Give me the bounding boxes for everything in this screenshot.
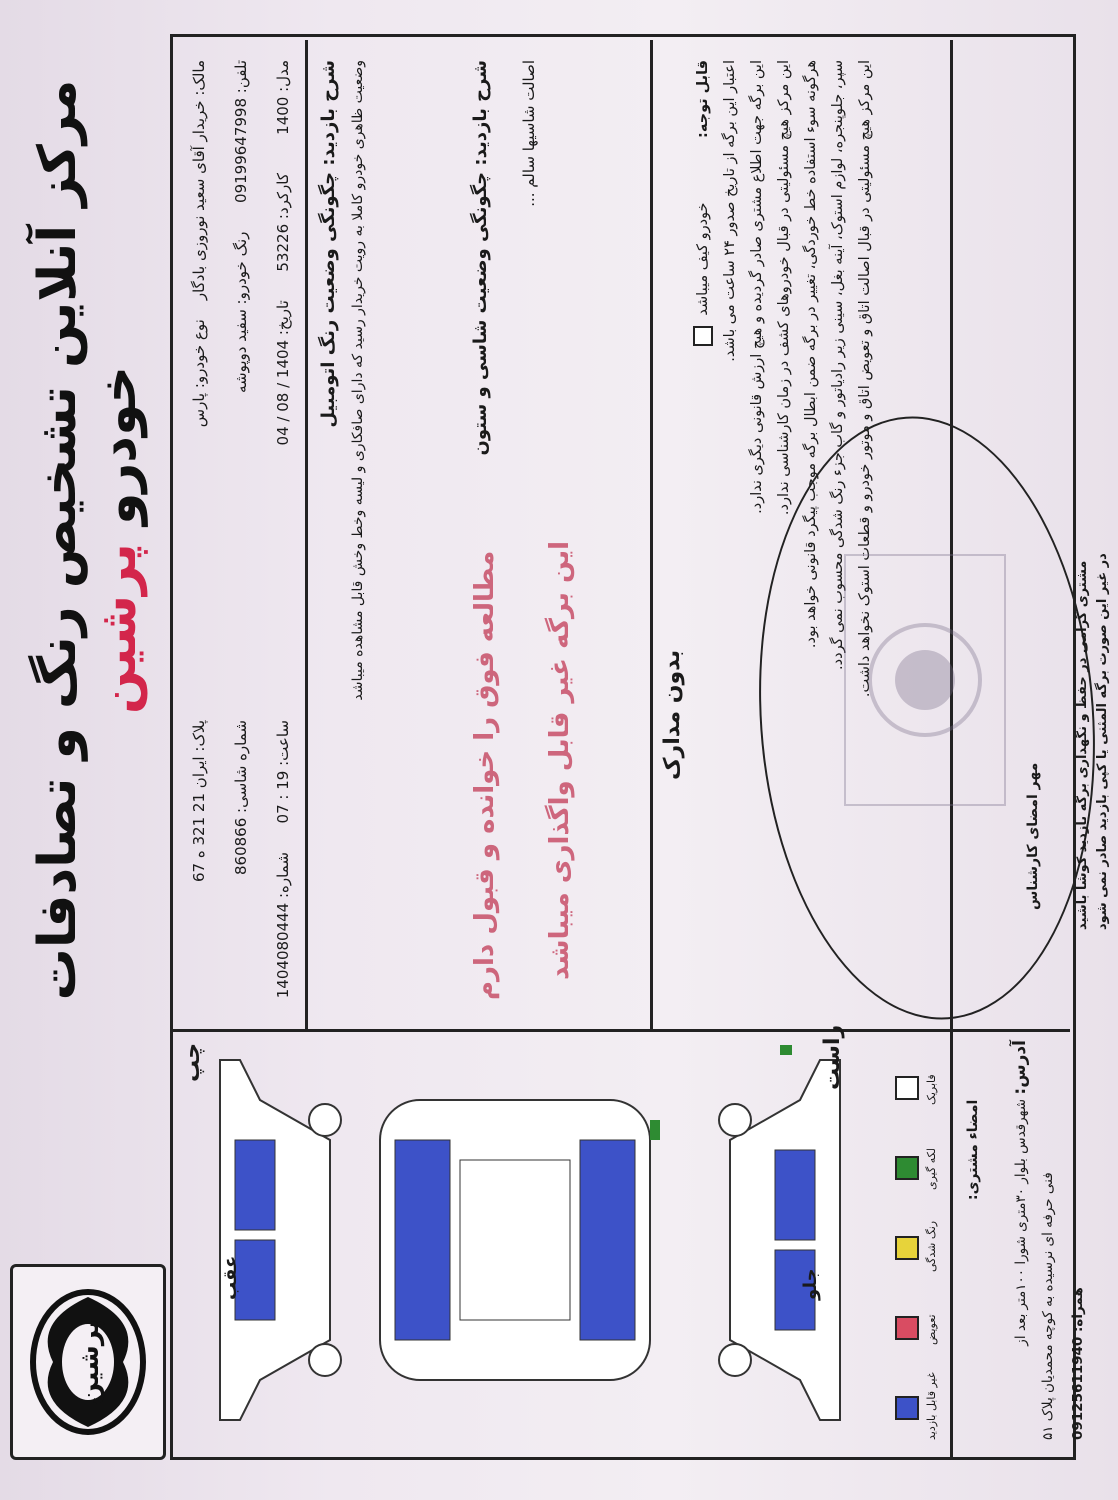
legend-swatch-spot [895, 1156, 919, 1180]
logo [10, 1264, 166, 1460]
logo-emblem-icon [13, 1267, 163, 1457]
car-top-view-icon [380, 1100, 660, 1380]
car-side-right-icon [719, 1045, 840, 1420]
stamp-note-1: مطالعه فوق را خوانده و قبول دارم [470, 550, 500, 1000]
terms-line: اعتبار این برگه از تاریخ صدور ۲۴ ساعت می باشد. [722, 60, 738, 362]
owner-value: خریدار آقای سعید نوروزی بادگار [190, 100, 208, 301]
footer-line-2: در غیر این صورت برگه المثنی یا کپی بازدید صادر نمی شود [1095, 553, 1110, 930]
mileage-label: کارکرد: [274, 173, 292, 220]
owner-label: مالک: [190, 60, 208, 96]
chassis-label: شماره شاسی: [232, 720, 250, 813]
terms-line: این مرکز هیچ مسئولیتی در قبال اصالت اتاق و تعویض اتاق و موتور خودرو و قطعات استوک نخواهد داشت. [857, 60, 873, 698]
legend-swatch-replaced [895, 1316, 919, 1340]
address-line-1: شهرقدس بلوار ۳۰متری شورا ۱۰۰متر بعد از [1013, 1098, 1029, 1346]
time-label: ساعت: [274, 720, 292, 766]
customer-signature-label: امضاء مشتری: [965, 1099, 981, 1200]
diagram-label-right: راست [820, 1024, 845, 1090]
phone-value: 09199647998 [232, 97, 250, 203]
date-label: تاریخ: [274, 300, 292, 336]
number-label: شماره: [274, 852, 292, 899]
title-prefix: مرکز آنلاین تشخیص رنگ و تصادفات خودرو [28, 79, 148, 1001]
chassis-row [232, 720, 250, 875]
address-phone: همراه: 09125611940 [1070, 1287, 1086, 1440]
info-divider [305, 40, 308, 1030]
legend-label: غیر قابل بازدید [925, 1372, 938, 1440]
legend-swatch-factory [895, 1076, 919, 1100]
terms-title: قابل توجه: [695, 60, 711, 138]
car-type-label: نوع خودرو: [190, 319, 208, 389]
address-label: آدرس: [1010, 1040, 1030, 1095]
legend-label: فابریک [925, 1074, 938, 1105]
number-value: 1404080444 [274, 902, 292, 999]
model-label: مدل: [274, 60, 292, 92]
diagram-label-back: عقب [220, 1255, 241, 1300]
address-line-2: فنی حرفه ای نرسیده به کوچه محمدیان پلاک ۵۱ [1040, 1172, 1056, 1440]
inspection-divider [650, 40, 653, 1030]
color-value: سفید دوپوشه [232, 309, 250, 394]
paint-body: وضعیت ظاهری خودرو کاملا به رویت خریدار رسید که دارای صافکاری و لیسه وخط وخش قابل مشاهده میباشد [350, 60, 366, 701]
car-side-left-icon [220, 1060, 341, 1420]
diagram-label-front: جلو [800, 1268, 821, 1300]
info-row-2 [232, 60, 250, 393]
chassis-body: اصالت شاسیها سالم ... [520, 60, 538, 207]
terms-title-row [690, 60, 717, 1020]
phone-label: تلفن: [232, 60, 250, 94]
date-value: 1404 / 08 / 04 [274, 339, 292, 446]
car-type-value: پارس [190, 392, 208, 428]
chassis-header: شرح بازدید: چگونگی وضعیت شاسی و ستون [470, 60, 491, 456]
mileage-value: 53226 [274, 223, 292, 272]
info-row-3 [274, 60, 292, 445]
legend-swatch-painted [895, 1236, 919, 1260]
time-value: 19 : 07 [274, 770, 292, 824]
legend-label: رنگ شدگی [925, 1220, 938, 1272]
terms-line: این مرکز هیچ مسئولیتی در قبال خودروهای کشف در زمان کارشناسی ندارد. [776, 60, 792, 516]
info-row-1 [190, 60, 208, 427]
model-value: 1400 [274, 96, 292, 135]
legend-swatch-not-visible [895, 1396, 919, 1420]
terms-line: هرگونه سوء استفاده خط خوردگی، تغییر در برگه ضمن ابطال برگه موجب پیگرد قانونی خواهد بود. [803, 60, 819, 649]
no-documents-label: بدون مدارک [660, 649, 685, 780]
terms-line: سپر، جلوپنجره، لوازم استوک، آینه بغل، سینی زیر رادیاتور و گاب جزء رنگ شدگی محسوب نمی گردد. [830, 60, 846, 670]
stamp-note-2: این برگه غیر قابل واگذاری میباشد [545, 540, 575, 980]
expert-signature-label: مهر امضای کارشناس [1025, 762, 1041, 910]
plate-label: پلاک: [190, 720, 208, 752]
kif-checkbox[interactable] [693, 326, 713, 346]
paint-header: شرح بازدید: چگونگی وضعیت رنگ اتومبیل [318, 60, 339, 428]
kif-checkbox-label: خودرو کیف میباشد [695, 202, 711, 316]
legend-label: تعویض [925, 1314, 938, 1345]
page-title [28, 40, 148, 1040]
brand-name: پرشین [88, 543, 148, 715]
legend-label: لکه گیری [925, 1147, 938, 1190]
terms-line: این برگه جهت اطلاع مشتری صادر گردیده و هیچ ارزش قانونی دیگری ندارد. [749, 60, 765, 514]
plate-value: ایران 21 321 ه 67 [190, 756, 208, 882]
footer-line-1: مشتری گرامی در حفظ و نگهداری برگه بازدید کوشا باشید [1075, 560, 1090, 930]
time-number-row [274, 720, 292, 998]
diagram-label-left: چپ [180, 1042, 205, 1082]
plate-row [190, 720, 208, 882]
address-block [1010, 1040, 1030, 1440]
logo-text: پرشین [75, 1319, 105, 1405]
car-damage-diagram [180, 1040, 860, 1440]
chassis-value: 860866 [232, 817, 250, 875]
color-label: رنگ خودرو: [232, 231, 250, 305]
